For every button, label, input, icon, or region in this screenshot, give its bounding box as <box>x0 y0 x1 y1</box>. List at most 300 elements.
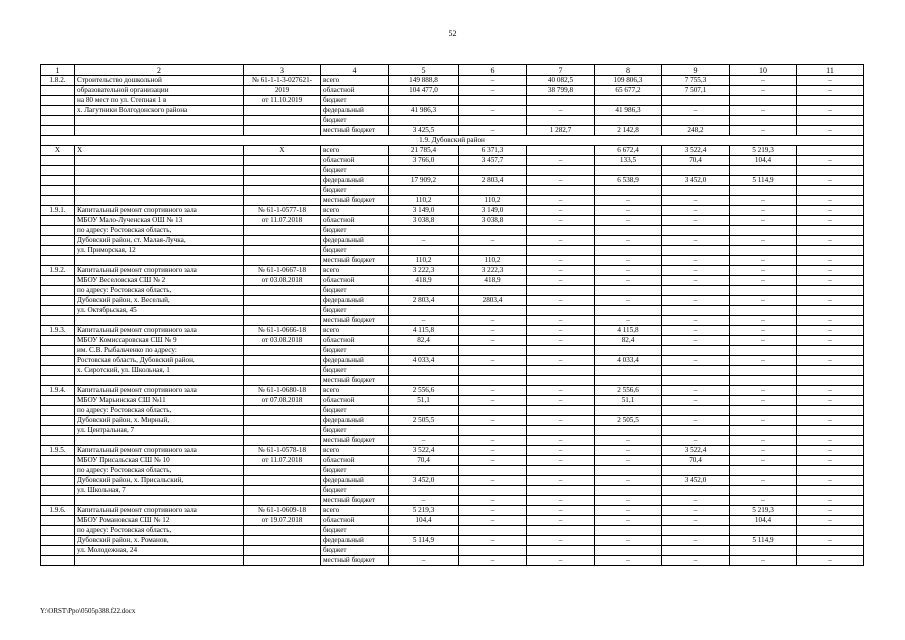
value-cell: – <box>595 496 662 506</box>
description-cell: Капитальный ремонт спортивного зала <box>75 326 244 336</box>
value-cell: 110,2 <box>389 256 459 266</box>
value-cell: 5 219,3 <box>730 506 797 516</box>
value-cell: – <box>459 556 527 566</box>
row-id-cell <box>41 486 75 496</box>
registration-cell: от 03.08.2018 <box>244 276 321 286</box>
value-cell <box>730 546 797 556</box>
value-cell: – <box>389 236 459 246</box>
value-cell: 418,9 <box>389 276 459 286</box>
value-cell <box>459 526 527 536</box>
row-id-cell <box>41 256 75 266</box>
budget-source-cell: местный бюджет <box>321 436 389 446</box>
row-id-cell: 1.9.1. <box>41 206 75 216</box>
description-cell: МБОУ Присальская СШ № 10 <box>75 456 244 466</box>
value-cell: – <box>662 556 730 566</box>
column-number-header: 1 <box>41 65 75 76</box>
row-id-cell <box>41 546 75 556</box>
value-cell: – <box>797 386 864 396</box>
row-id-cell <box>41 246 75 256</box>
table-row <box>41 96 864 106</box>
value-cell: – <box>527 536 595 546</box>
value-cell: – <box>595 536 662 546</box>
budget-source-cell: бюджет <box>321 286 389 296</box>
budget-source-cell: федеральный <box>321 536 389 546</box>
registration-cell <box>244 246 321 256</box>
value-cell: – <box>662 416 730 426</box>
value-cell: – <box>662 396 730 406</box>
description-cell: МБОУ Романовская СШ № 12 <box>75 516 244 526</box>
value-cell: 3 425,5 <box>389 126 459 136</box>
value-cell: – <box>662 256 730 266</box>
value-cell <box>730 486 797 496</box>
value-cell: – <box>797 126 864 136</box>
description-cell: Дубовский район, х. Присальский, <box>75 476 244 486</box>
description-cell: образовательной организации <box>75 86 244 96</box>
description-cell <box>75 556 244 566</box>
value-cell: – <box>595 276 662 286</box>
value-cell <box>389 406 459 416</box>
value-cell: – <box>527 446 595 456</box>
registration-cell <box>244 526 321 536</box>
value-cell: 7 507,1 <box>662 86 730 96</box>
value-cell: 6 538,9 <box>595 176 662 186</box>
value-cell: – <box>527 206 595 216</box>
value-cell: – <box>730 326 797 336</box>
row-id-cell <box>41 156 75 166</box>
value-cell <box>662 96 730 106</box>
value-cell <box>595 166 662 176</box>
value-cell <box>389 526 459 536</box>
value-cell: – <box>797 216 864 226</box>
description-cell: Капитальный ремонт спортивного зала <box>75 206 244 216</box>
value-cell <box>662 466 730 476</box>
row-id-cell <box>41 356 75 366</box>
row-id-cell <box>41 276 75 286</box>
value-cell: – <box>389 316 459 326</box>
value-cell: 109 806,3 <box>595 76 662 86</box>
description-cell: по адресу: Ростовская область, <box>75 286 244 296</box>
value-cell: 110,2 <box>389 196 459 206</box>
value-cell: – <box>459 76 527 86</box>
table-row <box>41 156 864 166</box>
value-cell: – <box>389 556 459 566</box>
value-cell: 110,2 <box>459 196 527 206</box>
value-cell: – <box>595 206 662 216</box>
column-number-header: 6 <box>459 65 527 76</box>
registration-cell <box>244 196 321 206</box>
value-cell: – <box>730 386 797 396</box>
value-cell: 3 522,4 <box>389 446 459 456</box>
row-id-cell <box>41 196 75 206</box>
registration-cell: № 61-1-0578-18 <box>244 446 321 456</box>
table-row <box>41 166 864 176</box>
value-cell: 5 219,3 <box>389 506 459 516</box>
value-cell: 3 457,7 <box>459 156 527 166</box>
description-cell: им. С.В. Рыбальченко по адресу: <box>75 346 244 356</box>
value-cell <box>730 116 797 126</box>
value-cell <box>797 226 864 236</box>
value-cell: 5 219,3 <box>730 146 797 156</box>
row-id-cell: 1.9.5. <box>41 446 75 456</box>
table-row <box>41 466 864 476</box>
budget-source-cell: бюджет <box>321 366 389 376</box>
description-cell: X <box>75 146 244 156</box>
value-cell: – <box>797 356 864 366</box>
value-cell: – <box>527 496 595 506</box>
value-cell: – <box>527 236 595 246</box>
budget-source-cell: местный бюджет <box>321 496 389 506</box>
value-cell: 65 677,2 <box>595 86 662 96</box>
value-cell <box>595 116 662 126</box>
value-cell: – <box>797 436 864 446</box>
column-number-header: 5 <box>389 65 459 76</box>
row-id-cell: 1.9.3. <box>41 326 75 336</box>
value-cell: – <box>662 516 730 526</box>
value-cell <box>662 546 730 556</box>
value-cell: – <box>797 396 864 406</box>
value-cell: 104,4 <box>730 516 797 526</box>
value-cell: – <box>527 556 595 566</box>
value-cell: – <box>595 476 662 486</box>
value-cell: – <box>389 436 459 446</box>
value-cell: 104,4 <box>730 156 797 166</box>
registration-cell <box>244 556 321 566</box>
value-cell <box>662 286 730 296</box>
value-cell: 2 142,8 <box>595 126 662 136</box>
table-row <box>41 146 864 156</box>
budget-source-cell: бюджет <box>321 426 389 436</box>
description-cell <box>75 376 244 386</box>
table-row <box>41 546 864 556</box>
value-cell: – <box>595 456 662 466</box>
value-cell <box>662 376 730 386</box>
value-cell <box>389 486 459 496</box>
value-cell <box>595 306 662 316</box>
value-cell: – <box>595 236 662 246</box>
budget-source-cell: всего <box>321 506 389 516</box>
value-cell: – <box>730 456 797 466</box>
registration-cell <box>244 376 321 386</box>
registration-cell <box>244 366 321 376</box>
description-cell: Капитальный ремонт спортивного зала <box>75 266 244 276</box>
table-row <box>41 456 864 466</box>
budget-source-cell: федеральный <box>321 176 389 186</box>
description-cell: МБОУ Веселовская СШ № 2 <box>75 276 244 286</box>
value-cell: – <box>797 416 864 426</box>
value-cell: 5 114,9 <box>389 536 459 546</box>
table-row <box>41 416 864 426</box>
registration-cell <box>244 536 321 546</box>
row-id-cell: 1.9.6. <box>41 506 75 516</box>
value-cell: 82,4 <box>389 336 459 346</box>
value-cell: – <box>595 506 662 516</box>
value-cell <box>595 186 662 196</box>
value-cell: – <box>459 106 527 116</box>
value-cell <box>662 306 730 316</box>
footer-file-path: Y:\ORST\Ppo\0505p388.f22.docx <box>40 607 136 615</box>
value-cell: 17 909,2 <box>389 176 459 186</box>
value-cell: – <box>730 556 797 566</box>
table-row <box>41 226 864 236</box>
value-cell: – <box>662 266 730 276</box>
value-cell: – <box>797 236 864 246</box>
value-cell <box>730 96 797 106</box>
table-row <box>41 266 864 276</box>
table-row <box>41 216 864 226</box>
registration-cell: 2019 <box>244 86 321 96</box>
table-row <box>41 246 864 256</box>
value-cell: – <box>730 396 797 406</box>
value-cell: – <box>730 126 797 136</box>
value-cell: – <box>730 446 797 456</box>
column-number-header: 3 <box>244 65 321 76</box>
registration-cell <box>244 226 321 236</box>
value-cell <box>527 366 595 376</box>
value-cell <box>797 246 864 256</box>
value-cell: – <box>527 436 595 446</box>
value-cell <box>527 426 595 436</box>
value-cell: – <box>527 266 595 276</box>
table-row <box>41 276 864 286</box>
value-cell: 70,4 <box>389 456 459 466</box>
row-id-cell <box>41 536 75 546</box>
value-cell <box>527 166 595 176</box>
table-row <box>41 486 864 496</box>
description-cell: Ростовская область, Дубовский район, <box>75 356 244 366</box>
value-cell <box>527 526 595 536</box>
table-row <box>41 426 864 436</box>
value-cell: – <box>797 446 864 456</box>
value-cell: – <box>527 276 595 286</box>
row-id-cell <box>41 346 75 356</box>
value-cell <box>730 306 797 316</box>
value-cell: 70,4 <box>662 456 730 466</box>
value-cell: 4 115,8 <box>389 326 459 336</box>
value-cell: – <box>797 276 864 286</box>
value-cell: – <box>730 106 797 116</box>
budget-source-cell: бюджет <box>321 166 389 176</box>
value-cell: 41 986,3 <box>595 106 662 116</box>
registration-cell: № 61-1-0609-18 <box>244 506 321 516</box>
value-cell: – <box>527 476 595 486</box>
budget-source-cell: местный бюджет <box>321 556 389 566</box>
value-cell <box>595 246 662 256</box>
value-cell: – <box>459 436 527 446</box>
value-cell <box>797 426 864 436</box>
row-id-cell <box>41 526 75 536</box>
value-cell: 2 803,4 <box>459 176 527 186</box>
description-cell: МБОУ Мало-Лученская ОШ № 13 <box>75 216 244 226</box>
budget-source-cell: местный бюджет <box>321 316 389 326</box>
registration-cell: от 11.07.2018 <box>244 456 321 466</box>
row-id-cell <box>41 336 75 346</box>
registration-cell <box>244 116 321 126</box>
value-cell: – <box>797 536 864 546</box>
value-cell: – <box>730 266 797 276</box>
column-number-header: 9 <box>662 65 730 76</box>
value-cell <box>389 166 459 176</box>
description-cell: на 80 мест по ул. Степная 1 в <box>75 96 244 106</box>
registration-cell: от 11.07.2018 <box>244 216 321 226</box>
value-cell: – <box>459 396 527 406</box>
value-cell <box>459 306 527 316</box>
value-cell <box>459 346 527 356</box>
value-cell: 3 149,0 <box>389 206 459 216</box>
table-row <box>41 406 864 416</box>
value-cell: – <box>459 456 527 466</box>
registration-cell <box>244 166 321 176</box>
value-cell: – <box>797 86 864 96</box>
table-row <box>41 346 864 356</box>
value-cell: – <box>389 496 459 506</box>
value-cell: – <box>797 476 864 486</box>
registration-cell <box>244 296 321 306</box>
value-cell <box>595 466 662 476</box>
row-id-cell: 1.8.2. <box>41 76 75 86</box>
value-cell: 248,2 <box>662 126 730 136</box>
value-cell: 7 755,3 <box>662 76 730 86</box>
value-cell: – <box>595 266 662 276</box>
row-id-cell: 1.9.4. <box>41 386 75 396</box>
table-row <box>41 186 864 196</box>
value-cell <box>459 426 527 436</box>
value-cell <box>662 526 730 536</box>
description-cell: Капитальный ремонт спортивного зала <box>75 446 244 456</box>
value-cell: – <box>797 336 864 346</box>
value-cell: 149 888,8 <box>389 76 459 86</box>
value-cell <box>662 226 730 236</box>
value-cell <box>527 226 595 236</box>
value-cell: – <box>595 436 662 446</box>
row-id-cell <box>41 556 75 566</box>
value-cell <box>389 426 459 436</box>
description-cell <box>75 156 244 166</box>
value-cell <box>797 306 864 316</box>
value-cell: – <box>662 236 730 246</box>
section-row <box>41 136 864 146</box>
value-cell <box>662 406 730 416</box>
budget-source-cell: бюджет <box>321 346 389 356</box>
value-cell: – <box>730 416 797 426</box>
value-cell <box>389 186 459 196</box>
value-cell: 3 222,3 <box>459 266 527 276</box>
value-cell <box>389 246 459 256</box>
description-cell <box>75 116 244 126</box>
value-cell <box>797 286 864 296</box>
value-cell <box>459 166 527 176</box>
value-cell <box>459 186 527 196</box>
value-cell: – <box>527 396 595 406</box>
value-cell: – <box>527 506 595 516</box>
value-cell <box>389 376 459 386</box>
table-row <box>41 326 864 336</box>
value-cell: 104,4 <box>389 516 459 526</box>
registration-cell: № 61-1-1-3-027621- <box>244 76 321 86</box>
description-cell: Строительство дошкольной <box>75 76 244 86</box>
value-cell: – <box>459 536 527 546</box>
value-cell: – <box>527 296 595 306</box>
value-cell: 4 115,8 <box>595 326 662 336</box>
value-cell <box>797 546 864 556</box>
row-id-cell <box>41 516 75 526</box>
registration-cell <box>244 256 321 266</box>
value-cell <box>527 306 595 316</box>
budget-source-cell: местный бюджет <box>321 256 389 266</box>
value-cell: 110,2 <box>459 256 527 266</box>
value-cell <box>459 116 527 126</box>
value-cell: – <box>527 176 595 186</box>
value-cell: – <box>527 356 595 366</box>
value-cell: 3 452,0 <box>389 476 459 486</box>
value-cell <box>797 346 864 356</box>
value-cell: – <box>730 476 797 486</box>
registration-cell <box>244 186 321 196</box>
value-cell: – <box>459 446 527 456</box>
value-cell: – <box>459 316 527 326</box>
table-row <box>41 336 864 346</box>
value-cell: – <box>459 236 527 246</box>
description-cell: х. Лагутники Волгодонского района <box>75 106 244 116</box>
registration-cell <box>244 416 321 426</box>
value-cell <box>797 186 864 196</box>
value-cell <box>797 466 864 476</box>
value-cell: 82,4 <box>595 336 662 346</box>
description-cell: Дубовский район, х. Веселый, <box>75 296 244 306</box>
table-row <box>41 256 864 266</box>
value-cell: 51,1 <box>595 396 662 406</box>
registration-cell: № 61-1-0577-18 <box>244 206 321 216</box>
row-id-cell <box>41 466 75 476</box>
description-cell: по адресу: Ростовская область, <box>75 406 244 416</box>
budget-source-cell: всего <box>321 266 389 276</box>
value-cell: – <box>595 256 662 266</box>
budget-source-cell: местный бюджет <box>321 196 389 206</box>
value-cell <box>797 96 864 106</box>
value-cell: 2803,4 <box>459 296 527 306</box>
value-cell: – <box>459 516 527 526</box>
value-cell: – <box>797 176 864 186</box>
value-cell <box>797 116 864 126</box>
registration-cell <box>244 426 321 436</box>
row-id-cell <box>41 226 75 236</box>
description-cell: ул. Молодежная, 24 <box>75 546 244 556</box>
value-cell: – <box>527 326 595 336</box>
value-cell: 6 371,3 <box>459 146 527 156</box>
description-cell <box>75 496 244 506</box>
registration-cell <box>244 476 321 486</box>
value-cell <box>662 486 730 496</box>
value-cell <box>527 246 595 256</box>
value-cell: – <box>595 446 662 456</box>
value-cell <box>595 366 662 376</box>
value-cell: – <box>595 216 662 226</box>
value-cell <box>389 546 459 556</box>
budget-source-cell: федеральный <box>321 296 389 306</box>
value-cell <box>797 166 864 176</box>
value-cell: – <box>797 496 864 506</box>
value-cell <box>797 366 864 376</box>
row-id-cell <box>41 426 75 436</box>
value-cell: – <box>595 296 662 306</box>
registration-cell: X <box>244 146 321 156</box>
budget-table <box>40 64 864 566</box>
value-cell: 2 556,6 <box>595 386 662 396</box>
description-cell: Капитальный ремонт спортивного зала <box>75 506 244 516</box>
value-cell: 6 672,4 <box>595 146 662 156</box>
value-cell <box>662 246 730 256</box>
value-cell: – <box>797 516 864 526</box>
budget-source-cell: всего <box>321 386 389 396</box>
